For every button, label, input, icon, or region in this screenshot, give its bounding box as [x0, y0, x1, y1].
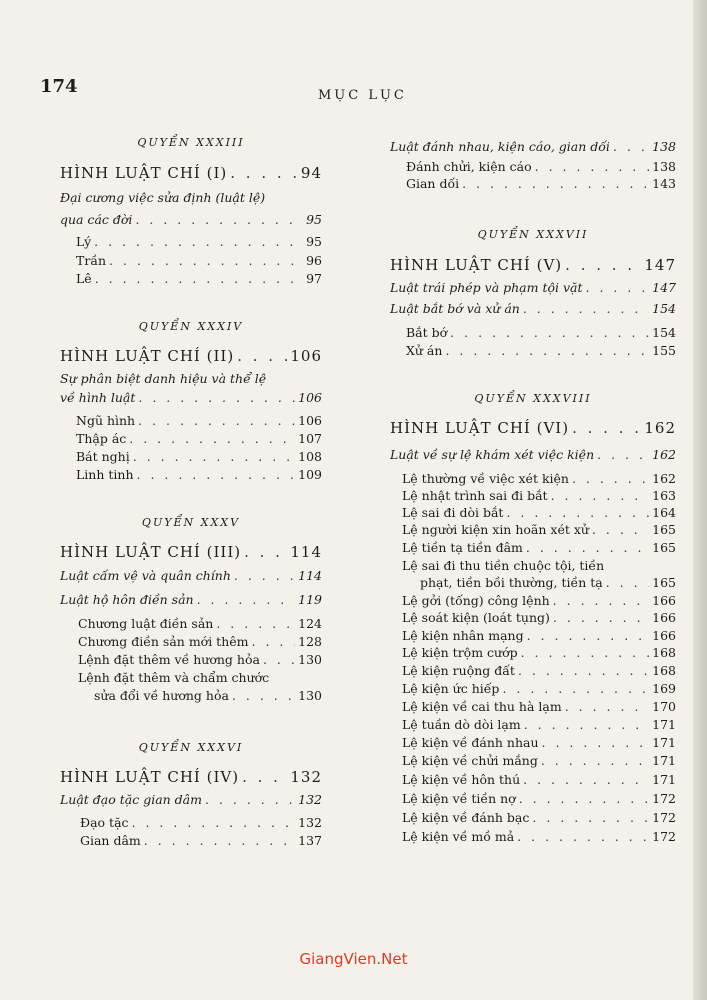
dot-leader	[506, 505, 649, 520]
dot-leader	[95, 271, 297, 286]
toc-entry[interactable]	[402, 488, 676, 503]
volume-heading: QUYỂN XXXIV	[138, 320, 244, 333]
entry-title: Luật về sự lệ khám xét việc kiện	[390, 447, 595, 462]
volume-heading: QUYỂN XXXVIII	[474, 392, 592, 405]
entry-page: 162	[652, 447, 676, 462]
entry-title: Luật đánh nhau, kiện cáo, gian dối	[390, 139, 610, 154]
entry-page: 168	[652, 663, 676, 678]
toc-entry[interactable]	[60, 164, 322, 182]
toc-entry[interactable]	[402, 540, 676, 555]
entry-title: Lệ kiện về hôn thú	[402, 772, 521, 787]
toc-entry[interactable]	[94, 688, 322, 703]
toc-entry[interactable]	[390, 447, 676, 462]
entry-page: 114	[298, 568, 322, 583]
entry-page: 162	[644, 419, 676, 437]
dot-leader	[144, 833, 295, 848]
entry-page: 114	[290, 543, 322, 561]
toc-entry[interactable]	[60, 592, 322, 607]
entry-page: 124	[298, 616, 322, 631]
entry-title: HÌNH LUẬT CHÍ (II)	[60, 347, 235, 365]
dot-leader	[252, 634, 296, 649]
toc-entry[interactable]	[78, 634, 322, 649]
dot-leader	[216, 616, 295, 631]
dot-leader	[519, 791, 649, 806]
dot-leader	[129, 431, 295, 446]
dot-leader	[541, 753, 649, 768]
entry-title: Linh tinh	[76, 467, 134, 482]
entry-page: 171	[652, 753, 676, 768]
entry-page: 172	[652, 829, 676, 844]
entry-title: Lệ kiện về tiền nợ	[402, 791, 516, 806]
entry-page: 132	[298, 792, 322, 807]
entry-title: Lệnh đặt thêm và chẩm chước	[78, 670, 270, 685]
entry-title: Lệ kiện ruộng đất	[402, 663, 515, 678]
entry-title: Lệ thường về việc xét kiện	[402, 471, 569, 486]
entry-page: 163	[652, 488, 676, 503]
entry-title: Ngũ hình	[76, 413, 136, 428]
entry-page: 128	[298, 634, 322, 649]
entry-title: Đánh chửi, kiện cáo	[406, 159, 532, 174]
dot-leader	[586, 280, 650, 295]
toc-entry[interactable]	[76, 234, 322, 249]
dot-leader	[523, 772, 649, 787]
toc-entry[interactable]	[76, 431, 322, 446]
dot-leader	[133, 449, 295, 464]
toc-entry[interactable]	[60, 568, 322, 583]
entry-title: sửa đổi về hương hỏa	[94, 688, 229, 703]
toc-entry[interactable]	[406, 325, 676, 340]
entry-title: Xử án	[406, 343, 443, 358]
toc-entry[interactable]	[402, 663, 676, 678]
dot-leader	[518, 663, 649, 678]
toc-entry[interactable]	[80, 833, 322, 848]
entry-page: 130	[298, 652, 322, 667]
toc-entry[interactable]	[390, 139, 676, 154]
toc-entry[interactable]	[390, 419, 676, 437]
toc-entry[interactable]	[76, 449, 322, 464]
dot-leader	[232, 688, 295, 703]
dot-leader	[462, 176, 649, 191]
entry-title: Lệ kiện về mồ mả	[402, 829, 515, 844]
entry-page: 171	[652, 717, 676, 732]
toc-entry[interactable]	[76, 271, 322, 286]
toc-entry[interactable]	[420, 575, 676, 590]
entry-page: 154	[652, 325, 676, 340]
toc-entry[interactable]	[390, 256, 676, 274]
entry-title: Thập ác	[76, 431, 127, 446]
entry-page: 172	[652, 810, 676, 825]
dot-leader	[542, 735, 650, 750]
volume-heading: QUYỂN XXXV	[141, 516, 241, 529]
entry-title: Luật đạo tặc gian dâm	[60, 792, 202, 807]
entry-page: 108	[298, 449, 322, 464]
dot-leader	[450, 325, 649, 340]
dot-leader	[137, 467, 296, 482]
dot-leader	[532, 810, 649, 825]
dot-leader	[205, 792, 295, 807]
entry-page: 143	[652, 176, 676, 191]
dot-leader	[445, 343, 649, 358]
toc-entry[interactable]	[60, 347, 322, 365]
dot-leader	[230, 164, 297, 182]
dot-leader	[517, 829, 649, 844]
entry-title: Sự phân biệt danh hiệu và thể lệ	[60, 371, 267, 386]
entry-title: Lệ tiền tạ tiền đâm	[402, 540, 523, 555]
entry-page: 106	[298, 413, 322, 428]
entry-title: Lệ kiện về chửi mắng	[402, 753, 538, 768]
entry-page: 166	[652, 628, 676, 643]
dot-leader	[94, 234, 297, 249]
entry-title: Chương luật điền sản	[78, 616, 214, 631]
dot-leader	[527, 628, 650, 643]
entry-page: 147	[644, 256, 676, 274]
dot-leader	[132, 815, 296, 830]
entry-page: 132	[298, 815, 322, 830]
volume-heading: QUYỂN XXXVI	[138, 741, 244, 754]
toc-entry[interactable]	[60, 768, 322, 786]
entry-page: 166	[652, 593, 676, 608]
dot-leader	[138, 390, 295, 405]
toc-entry[interactable]	[60, 543, 322, 561]
entry-title: Luật bắt bớ và xử án	[390, 301, 520, 316]
dot-leader	[234, 568, 295, 583]
dot-leader	[551, 488, 650, 503]
toc-entry[interactable]	[60, 390, 322, 405]
entry-title: Đạo tặc	[80, 815, 129, 830]
toc-entry[interactable]	[80, 815, 322, 830]
entry-title: Luật trái phép và phạm tội vặt	[390, 280, 583, 295]
entry-title: HÌNH LUẬT CHÍ (I)	[60, 164, 228, 182]
toc-entry[interactable]	[78, 616, 322, 631]
dot-leader	[592, 522, 649, 537]
dot-leader	[263, 652, 295, 667]
toc-entry[interactable]	[390, 280, 676, 295]
dot-leader	[572, 471, 649, 486]
entry-title: Lệ sai đi dòi bắt	[402, 505, 504, 520]
entry-title: Lý	[76, 234, 92, 249]
entry-page: 154	[652, 301, 676, 316]
toc-entry[interactable]	[390, 301, 676, 316]
entry-page: 119	[298, 592, 322, 607]
toc-entry[interactable]	[76, 413, 322, 428]
entry-page: 95	[306, 234, 322, 249]
dot-leader	[237, 347, 287, 365]
dot-leader	[523, 301, 649, 316]
dot-leader	[613, 139, 649, 154]
toc-entry[interactable]	[402, 735, 676, 750]
entry-title: Bắt bớ	[406, 325, 448, 340]
dot-leader	[242, 768, 287, 786]
dot-leader	[572, 419, 641, 437]
entry-title: Trần	[76, 253, 107, 268]
page-number: 174	[40, 76, 78, 97]
toc-entry[interactable]	[402, 753, 676, 768]
entry-page: 168	[652, 645, 676, 660]
toc-entry[interactable]	[406, 159, 676, 174]
entry-page: 109	[298, 467, 322, 482]
dot-leader	[565, 256, 641, 274]
toc-entry[interactable]	[402, 628, 676, 643]
dot-leader	[553, 610, 649, 625]
entry-page: 95	[306, 212, 322, 227]
toc-entry[interactable]	[406, 176, 676, 191]
entry-page: 94	[300, 164, 322, 182]
entry-title: Lệ kiện ức hiếp	[402, 681, 500, 696]
entry-title: Gian dâm	[80, 833, 141, 848]
entry-title: Lệnh đặt thêm về hương hỏa	[78, 652, 260, 667]
entry-title: Lệ người kiện xin hoãn xét xử	[402, 522, 589, 537]
entry-page: 162	[652, 471, 676, 486]
entry-title: Lệ nhật trình sai đi bắt	[402, 488, 548, 503]
entry-title: Luật cấm vệ và quân chính	[60, 568, 231, 583]
entry-title: Lệ kiện về cai thu hà lạm	[402, 699, 562, 714]
entry-page: 169	[652, 681, 676, 696]
toc-entry[interactable]	[402, 699, 676, 714]
toc-entry[interactable]	[402, 810, 676, 825]
toc-entry[interactable]	[402, 522, 676, 537]
entry-title: Lệ kiện về đánh bạc	[402, 810, 530, 825]
toc-entry[interactable]	[402, 505, 676, 520]
toc-entry[interactable]	[402, 772, 676, 787]
toc-entry[interactable]	[60, 212, 322, 227]
toc-entry[interactable]	[402, 645, 676, 660]
entry-page: 106	[290, 347, 322, 365]
entry-title: Luật hộ hôn điền sản	[60, 592, 194, 607]
volume-heading: QUYỂN XXXVII	[477, 228, 589, 241]
entry-page: 132	[290, 768, 322, 786]
entry-title: Lệ kiện trộm cướp	[402, 645, 518, 660]
toc-entry[interactable]	[402, 791, 676, 806]
dot-leader	[597, 447, 649, 462]
dot-leader	[526, 540, 649, 555]
entry-title: Lệ sai đi thu tiền chuộc tội, tiền	[402, 558, 605, 573]
entry-page: 97	[306, 271, 322, 286]
dot-leader	[502, 681, 649, 696]
entry-page: 170	[652, 699, 676, 714]
entry-title: Lệ gởi (tống) công lệnh	[402, 593, 550, 608]
dot-leader	[135, 212, 297, 227]
toc-entry[interactable]	[402, 593, 676, 608]
entry-title: Lệ kiện nhân mạng	[402, 628, 524, 643]
entry-title: Lê	[76, 271, 92, 286]
entry-page: 137	[298, 833, 322, 848]
entry-title: qua các đời	[60, 212, 133, 227]
entry-title: Bát nghị	[76, 449, 130, 464]
toc-entry[interactable]	[402, 681, 676, 696]
entry-title: Chương điền sản mới thêm	[78, 634, 249, 649]
toc-entry[interactable]	[402, 717, 676, 732]
dot-leader	[521, 645, 650, 660]
entry-page: 106	[298, 390, 322, 405]
entry-title: Đại cương việc sửa định (luật lệ)	[60, 190, 266, 205]
dot-leader	[553, 593, 649, 608]
entry-page: 165	[652, 522, 676, 537]
entry-page: 165	[652, 540, 676, 555]
page-edge	[693, 0, 707, 1000]
entry-title: HÌNH LUẬT CHÍ (VI)	[390, 419, 570, 437]
toc-entry[interactable]	[76, 467, 322, 482]
toc-entry[interactable]	[60, 792, 322, 807]
dot-leader	[535, 159, 650, 174]
toc-entry[interactable]	[406, 343, 676, 358]
entry-page: 171	[652, 772, 676, 787]
entry-page: 172	[652, 791, 676, 806]
toc-entry[interactable]	[402, 471, 676, 486]
entry-page: 164	[652, 505, 676, 520]
entry-title: phạt, tiền bồi thường, tiền tạ	[420, 575, 603, 590]
dot-leader	[524, 717, 649, 732]
entry-page: 165	[652, 575, 676, 590]
entry-title: Lệ soát kiện (loát tụng)	[402, 610, 550, 625]
toc-entry[interactable]	[76, 253, 322, 268]
entry-page: 155	[652, 343, 676, 358]
entry-page: 130	[298, 688, 322, 703]
volume-heading: QUYỂN XXXIII	[137, 136, 245, 149]
dot-leader	[109, 253, 297, 268]
entry-page: 96	[306, 253, 322, 268]
entry-title: Lệ kiện về đánh nhau	[402, 735, 539, 750]
dot-leader	[197, 592, 296, 607]
entry-title: Lệ tuần dò dòi lạm	[402, 717, 521, 732]
entry-title: HÌNH LUẬT CHÍ (IV)	[60, 768, 240, 786]
entry-title: HÌNH LUẬT CHÍ (V)	[390, 256, 563, 274]
entry-page: 138	[652, 139, 676, 154]
entry-page: 138	[652, 159, 676, 174]
toc-entry[interactable]	[78, 652, 322, 667]
toc-entry[interactable]	[402, 829, 676, 844]
entry-page: 107	[298, 431, 322, 446]
entry-title: về hình luật	[60, 390, 136, 405]
watermark-link[interactable]: GiangVien.Net	[299, 950, 408, 968]
entry-page: 171	[652, 735, 676, 750]
dot-leader	[244, 543, 287, 561]
dot-leader	[138, 413, 295, 428]
entry-page: 166	[652, 610, 676, 625]
entry-page: 147	[652, 280, 676, 295]
dot-leader	[606, 575, 649, 590]
toc-entry[interactable]	[402, 610, 676, 625]
entry-title: HÌNH LUẬT CHÍ (III)	[60, 543, 242, 561]
entry-title: Gian dối	[406, 176, 460, 191]
page-header: MỤC LỤC	[318, 88, 407, 103]
dot-leader	[565, 699, 649, 714]
